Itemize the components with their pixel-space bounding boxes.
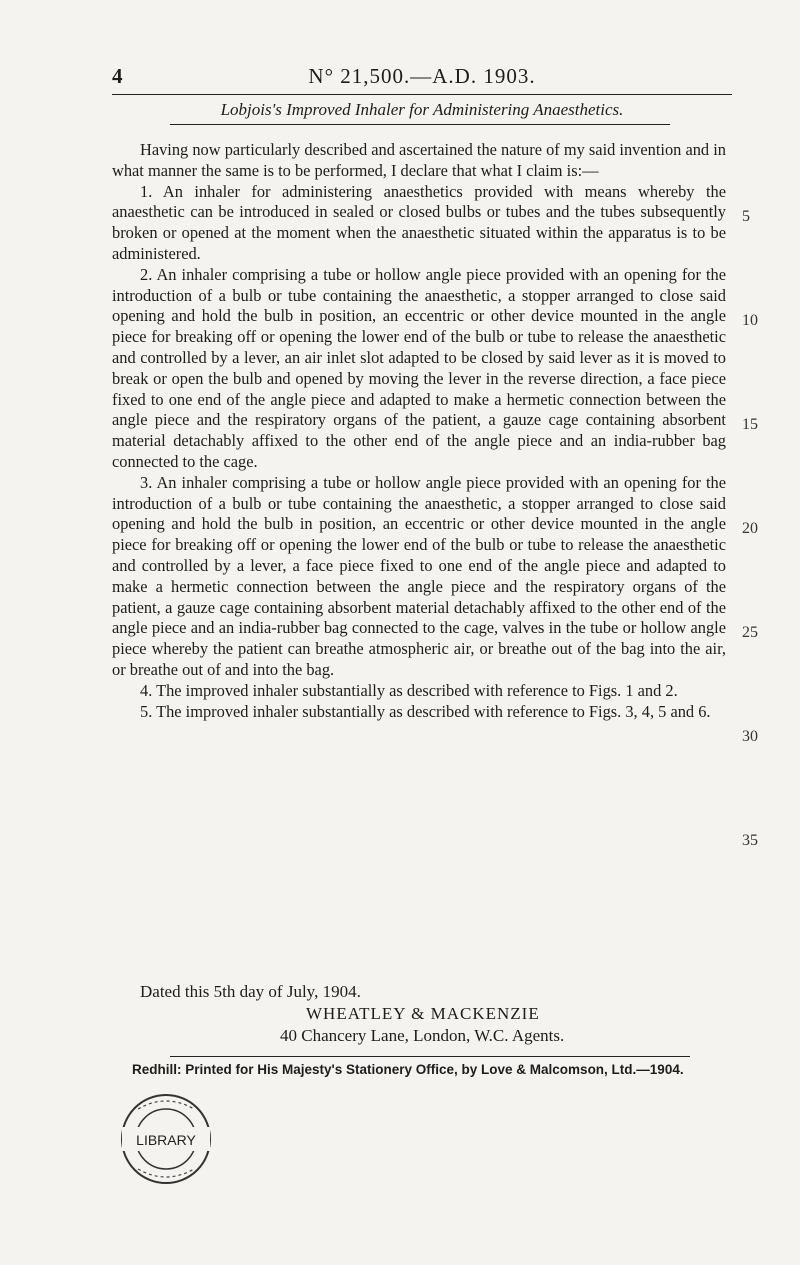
line-number-20: 20 [742, 520, 758, 537]
line-number-35: 35 [742, 832, 758, 849]
line-number-15: 15 [742, 416, 758, 433]
stamp-label: LIBRARY [136, 1132, 196, 1148]
claims-body [112, 140, 726, 722]
claim-2: 2. An inhaler comprising a tube or hollow angle piece provided with an opening for the introduction of a bulb or tube containing the anaesthetic, a stopper arranged to close said opening and hold the bulb in position, an eccentric or other device mounted in the angle piece for breaking off or opening the lower end of the bulb or tube to release the anaesthetic and controlled by a lever, an air inlet slot adapted to be closed by said lever as it is moved to break or open the bulb and opened by moving the lever in the reverse direction, a face piece fixed to one end of the angle piece and adapted to make a hermetic connection between the angle piece and the respiratory organs of the patient, a gauze cage containing absorbent material detachably affixed to the other end of the angle piece and an india-rubber bag connected to the cage. [112, 264, 726, 471]
line-number-30: 30 [742, 728, 758, 745]
claim-1: 1. An inhaler for administering anaesthetics provided with means whereby the anaesthetic can be introduced in sealed or closed bulbs or tubes and the tubes subsequently broken or opened at the moment when the anaesthetic situated within the apparatus is to be administered. [112, 181, 726, 263]
agent-name: WHEATLEY & MACKENZIE [306, 1004, 540, 1023]
running-title: Lobjois's Improved Inhaler for Administering Anaesthetics. [220, 100, 624, 119]
line-number-5: 5 [742, 208, 750, 225]
claim-5: 5. The improved inhaler substantially as described with reference to Figs. 3, 4, 5 and 6. [140, 701, 711, 721]
claim-3: 3. An inhaler comprising a tube or hollow angle piece provided with an opening for the introduction of a bulb or tube containing the anaesthetic, a stopper arranged to close said opening and hold the bulb in position, an eccentric or other device mounted in the angle piece for breaking off or opening the lower end of the bulb or tube to release the anaesthetic and controlled by a lever, a face piece fixed to one end of the angle piece and adapted to make a hermetic connection between the angle piece and the respiratory organs of the patient, a gauze cage containing absorbent material detachably affixed to the other end of the angle piece and an india-rubber bag connected to the cage, valves in the tube or hollow angle piece whereby the patient can breathe atmospheric air, or breathe out of the bag into the air, or breathe out of and into the bag. [112, 472, 726, 679]
claim-4: 4. The improved inhaler substantially as described with reference to Figs. 1 and 2. [140, 680, 678, 700]
footer-rule [170, 1056, 690, 1057]
intro-paragraph: Having now particularly described and ascertained the nature of my said invention and in what manner the same is to be performed, I declare that what I claim is:— [112, 140, 726, 180]
agent-address: 40 Chancery Lane, London, W.C. Agents. [280, 1026, 565, 1045]
title-rule [170, 124, 670, 125]
line-number-10: 10 [742, 312, 758, 329]
library-stamp-icon [118, 1091, 214, 1187]
line-number-25: 25 [742, 624, 758, 641]
patent-number: N° 21,500.—A.D. 1903. [308, 64, 536, 88]
header-rule [112, 94, 732, 95]
page-header [112, 64, 732, 94]
printer-imprint: Redhill: Printed for His Majesty's Stationery Office, by Love & Malcomson, Ltd.—1904. [132, 1062, 684, 1077]
page-number: 4 [112, 64, 123, 88]
date-line: Dated this 5th day of July, 1904. [140, 982, 361, 1001]
